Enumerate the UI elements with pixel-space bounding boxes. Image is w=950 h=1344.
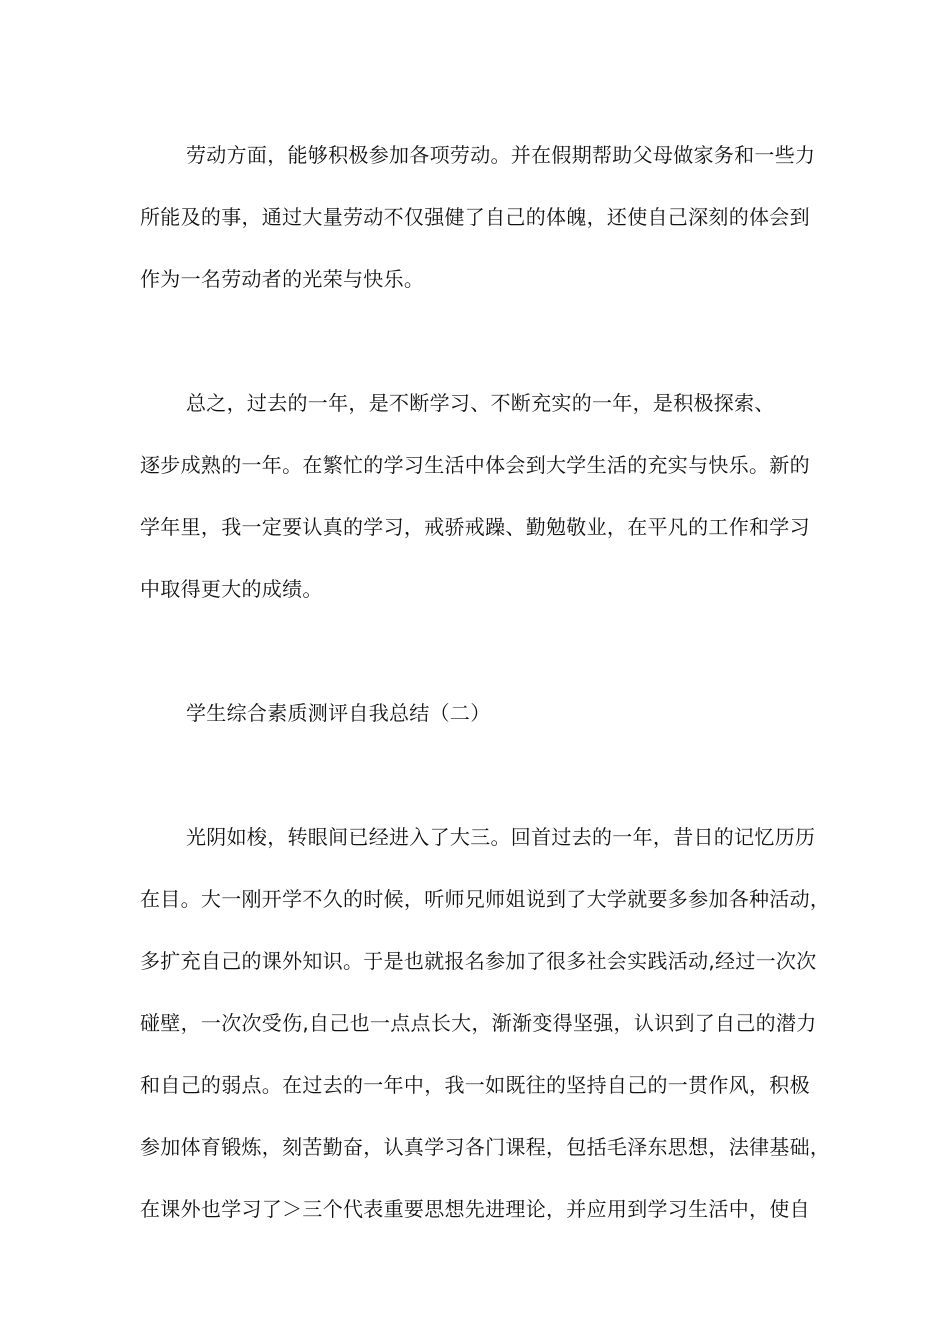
section-title: 学生综合素质测评自我总结（二）	[186, 701, 491, 725]
text-line: 学年里，我一定要认真的学习，戒骄戒躁、勤勉敬业，在平凡的工作和学习	[140, 515, 810, 539]
text-line: 所能及的事，通过大量劳动不仅强健了自己的体魄，还使自己深刻的体会到	[140, 205, 810, 229]
text-line: 和自己的弱点。在过去的一年中，我一如既往的坚持自己的一贯作风，积极	[140, 1073, 810, 1097]
text-line: 总之，过去的一年，是不断学习、不断充实的一年，是积极探索、	[186, 391, 775, 415]
text-line: 劳动方面，能够积极参加各项劳动。并在假期帮助父母做家务和一些力	[186, 143, 816, 167]
text-line: 逐步成熟的一年。在繁忙的学习生活中体会到大学生活的充实与快乐。新的	[140, 453, 810, 477]
text-line: 作为一名劳动者的光荣与快乐。	[140, 267, 425, 291]
text-line: 中取得更大的成绩。	[140, 577, 323, 601]
text-line: 碰壁，一次次受伤,自己也一点点长大，渐渐变得坚强，认识到了自己的潜力	[140, 1011, 817, 1035]
text-line: 多扩充自己的课外知识。于是也就报名参加了很多社会实践活动,经过一次次	[140, 949, 817, 973]
text-line: 在课外也学习了＞三个代表重要思想先进理论，并应用到学习生活中，使自	[140, 1197, 810, 1221]
text-line: 参加体育锻炼，刻苦勤奋，认真学习各门课程，包括毛泽东思想，法律基础，	[140, 1135, 831, 1159]
text-line: 光阴如梭，转眼间已经进入了大三。回首过去的一年，昔日的记忆历历	[186, 825, 816, 849]
text-line: 在目。大一刚开学不久的时候，听师兄师姐说到了大学就要多参加各种活动，	[140, 887, 831, 911]
